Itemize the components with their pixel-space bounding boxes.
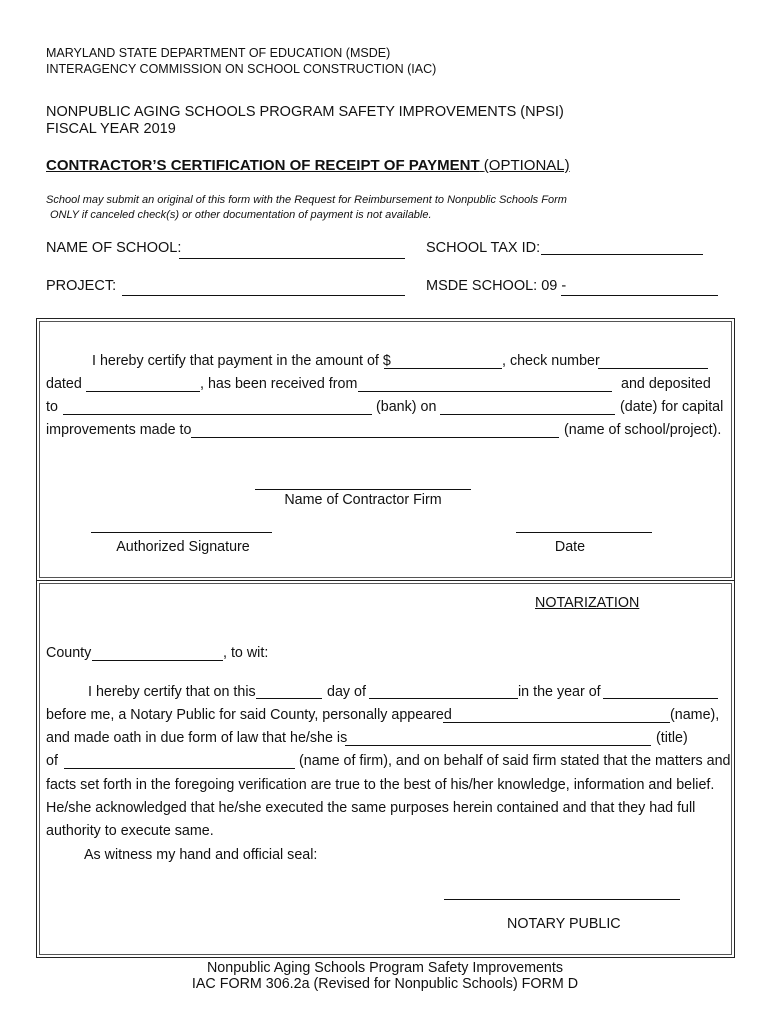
notary-day-field[interactable] (256, 698, 322, 699)
cert-line-1-text: I hereby certify that payment in the amount of $ (92, 353, 391, 369)
deposit-date-field[interactable] (440, 414, 615, 415)
cert-line-1-check: , check number (502, 353, 600, 369)
notary-line-6: He/she acknowledged that he/she executed the same purposes herein contained and that they had full (46, 800, 696, 816)
form-title (46, 157, 570, 174)
agency-line-2: INTERAGENCY COMMISSION ON SCHOOL CONSTRUCTION (IAC) (46, 62, 437, 76)
name-of-school-label: NAME OF SCHOOL: (46, 240, 182, 256)
bank-field[interactable] (63, 414, 372, 415)
notary-line-3-text: and made oath in due form of law that he/she is (46, 730, 348, 746)
signature-date-label: Date (554, 539, 586, 555)
county-suffix: , to wit: (223, 645, 269, 661)
contractor-firm-label: Name of Contractor Firm (284, 492, 442, 508)
notary-signature-field[interactable] (444, 899, 680, 900)
authorized-signature-field[interactable] (91, 532, 272, 533)
cert-line-4-improvements: improvements made to (46, 422, 192, 438)
form-title-suffix: (OPTIONAL) (483, 157, 570, 174)
notary-line-1-text: I hereby certify that on this (88, 684, 256, 700)
notary-year-field[interactable] (603, 698, 718, 699)
instructions-line-1: School may submit an original of this form with the Request for Reimbursement to Nonpublic Schools Form (46, 194, 567, 206)
instructions-line-2: ONLY if canceled check(s) or other documentation of payment is not available. (50, 209, 432, 221)
signature-date-field[interactable] (516, 532, 652, 533)
notarization-box (36, 580, 735, 958)
cert-line-3-bank: (bank) on (376, 399, 437, 415)
contractor-firm-field[interactable] (255, 489, 471, 490)
notary-line-4-text: (name of firm), and on behalf of said firm stated that the matters and (299, 753, 731, 769)
school-project-field[interactable] (191, 437, 559, 438)
footer-line-1: Nonpublic Aging Schools Program Safety Improvements (206, 960, 563, 976)
check-number-field[interactable] (598, 368, 708, 369)
name-of-school-field[interactable] (179, 258, 405, 259)
cert-line-2-dated: dated (46, 376, 82, 392)
notary-name-field[interactable] (443, 722, 670, 723)
notary-firm-field[interactable] (64, 768, 295, 769)
agency-line-1: MARYLAND STATE DEPARTMENT OF EDUCATION (MSDE) (46, 46, 391, 60)
cert-line-3-to: to (46, 399, 58, 415)
cert-line-3-date: (date) for capital (620, 399, 724, 415)
cert-line-2-deposited: and deposited (621, 376, 711, 392)
notary-title-field[interactable] (345, 745, 651, 746)
cert-line-2-received: , has been received from (200, 376, 358, 392)
footer-line-2: IAC FORM 306.2a (Revised for Nonpublic Schools) FORM D (191, 976, 579, 992)
notary-line-2-text: before me, a Notary Public for said County, personally appeared (46, 707, 452, 723)
county-label: County (46, 645, 92, 661)
notary-month-field[interactable] (369, 698, 518, 699)
received-from-field[interactable] (358, 391, 612, 392)
project-field[interactable] (122, 295, 405, 296)
cert-line-4-suffix: (name of school/project). (564, 422, 722, 438)
program-line: NONPUBLIC AGING SCHOOLS PROGRAM SAFETY IMPROVEMENTS (NPSI) (46, 104, 564, 120)
msde-school-label: MSDE SCHOOL: 09 - (426, 278, 567, 294)
notary-line-4-of: of (46, 753, 58, 769)
notary-line-3-suffix: (title) (656, 730, 688, 746)
payment-date-field[interactable] (86, 391, 200, 392)
notary-public-label: NOTARY PUBLIC (507, 916, 621, 932)
msde-school-field[interactable] (561, 295, 718, 296)
notary-line-7: authority to execute same. (46, 823, 214, 839)
notary-line-5: facts set forth in the foregoing verification are true to the best of his/her knowledge, information and belief. (46, 777, 715, 793)
notary-line-1-year: in the year of (518, 684, 601, 700)
witness-line: As witness my hand and official seal: (84, 847, 318, 863)
notary-line-1-dayof: day of (327, 684, 366, 700)
form-title-main: CONTRACTOR’S CERTIFICATION OF RECEIPT OF PAYMENT (46, 157, 480, 174)
school-tax-id-field[interactable] (541, 254, 703, 255)
fiscal-year: FISCAL YEAR 2019 (46, 121, 176, 137)
project-label: PROJECT: (46, 278, 117, 294)
notarization-heading: NOTARIZATION (535, 595, 640, 611)
notary-line-2-suffix: (name), (670, 707, 720, 723)
school-tax-id-label: SCHOOL TAX ID: (426, 240, 541, 256)
county-field[interactable] (92, 660, 223, 661)
authorized-signature-label: Authorized Signature (116, 539, 250, 555)
payment-amount-field[interactable] (384, 368, 502, 369)
